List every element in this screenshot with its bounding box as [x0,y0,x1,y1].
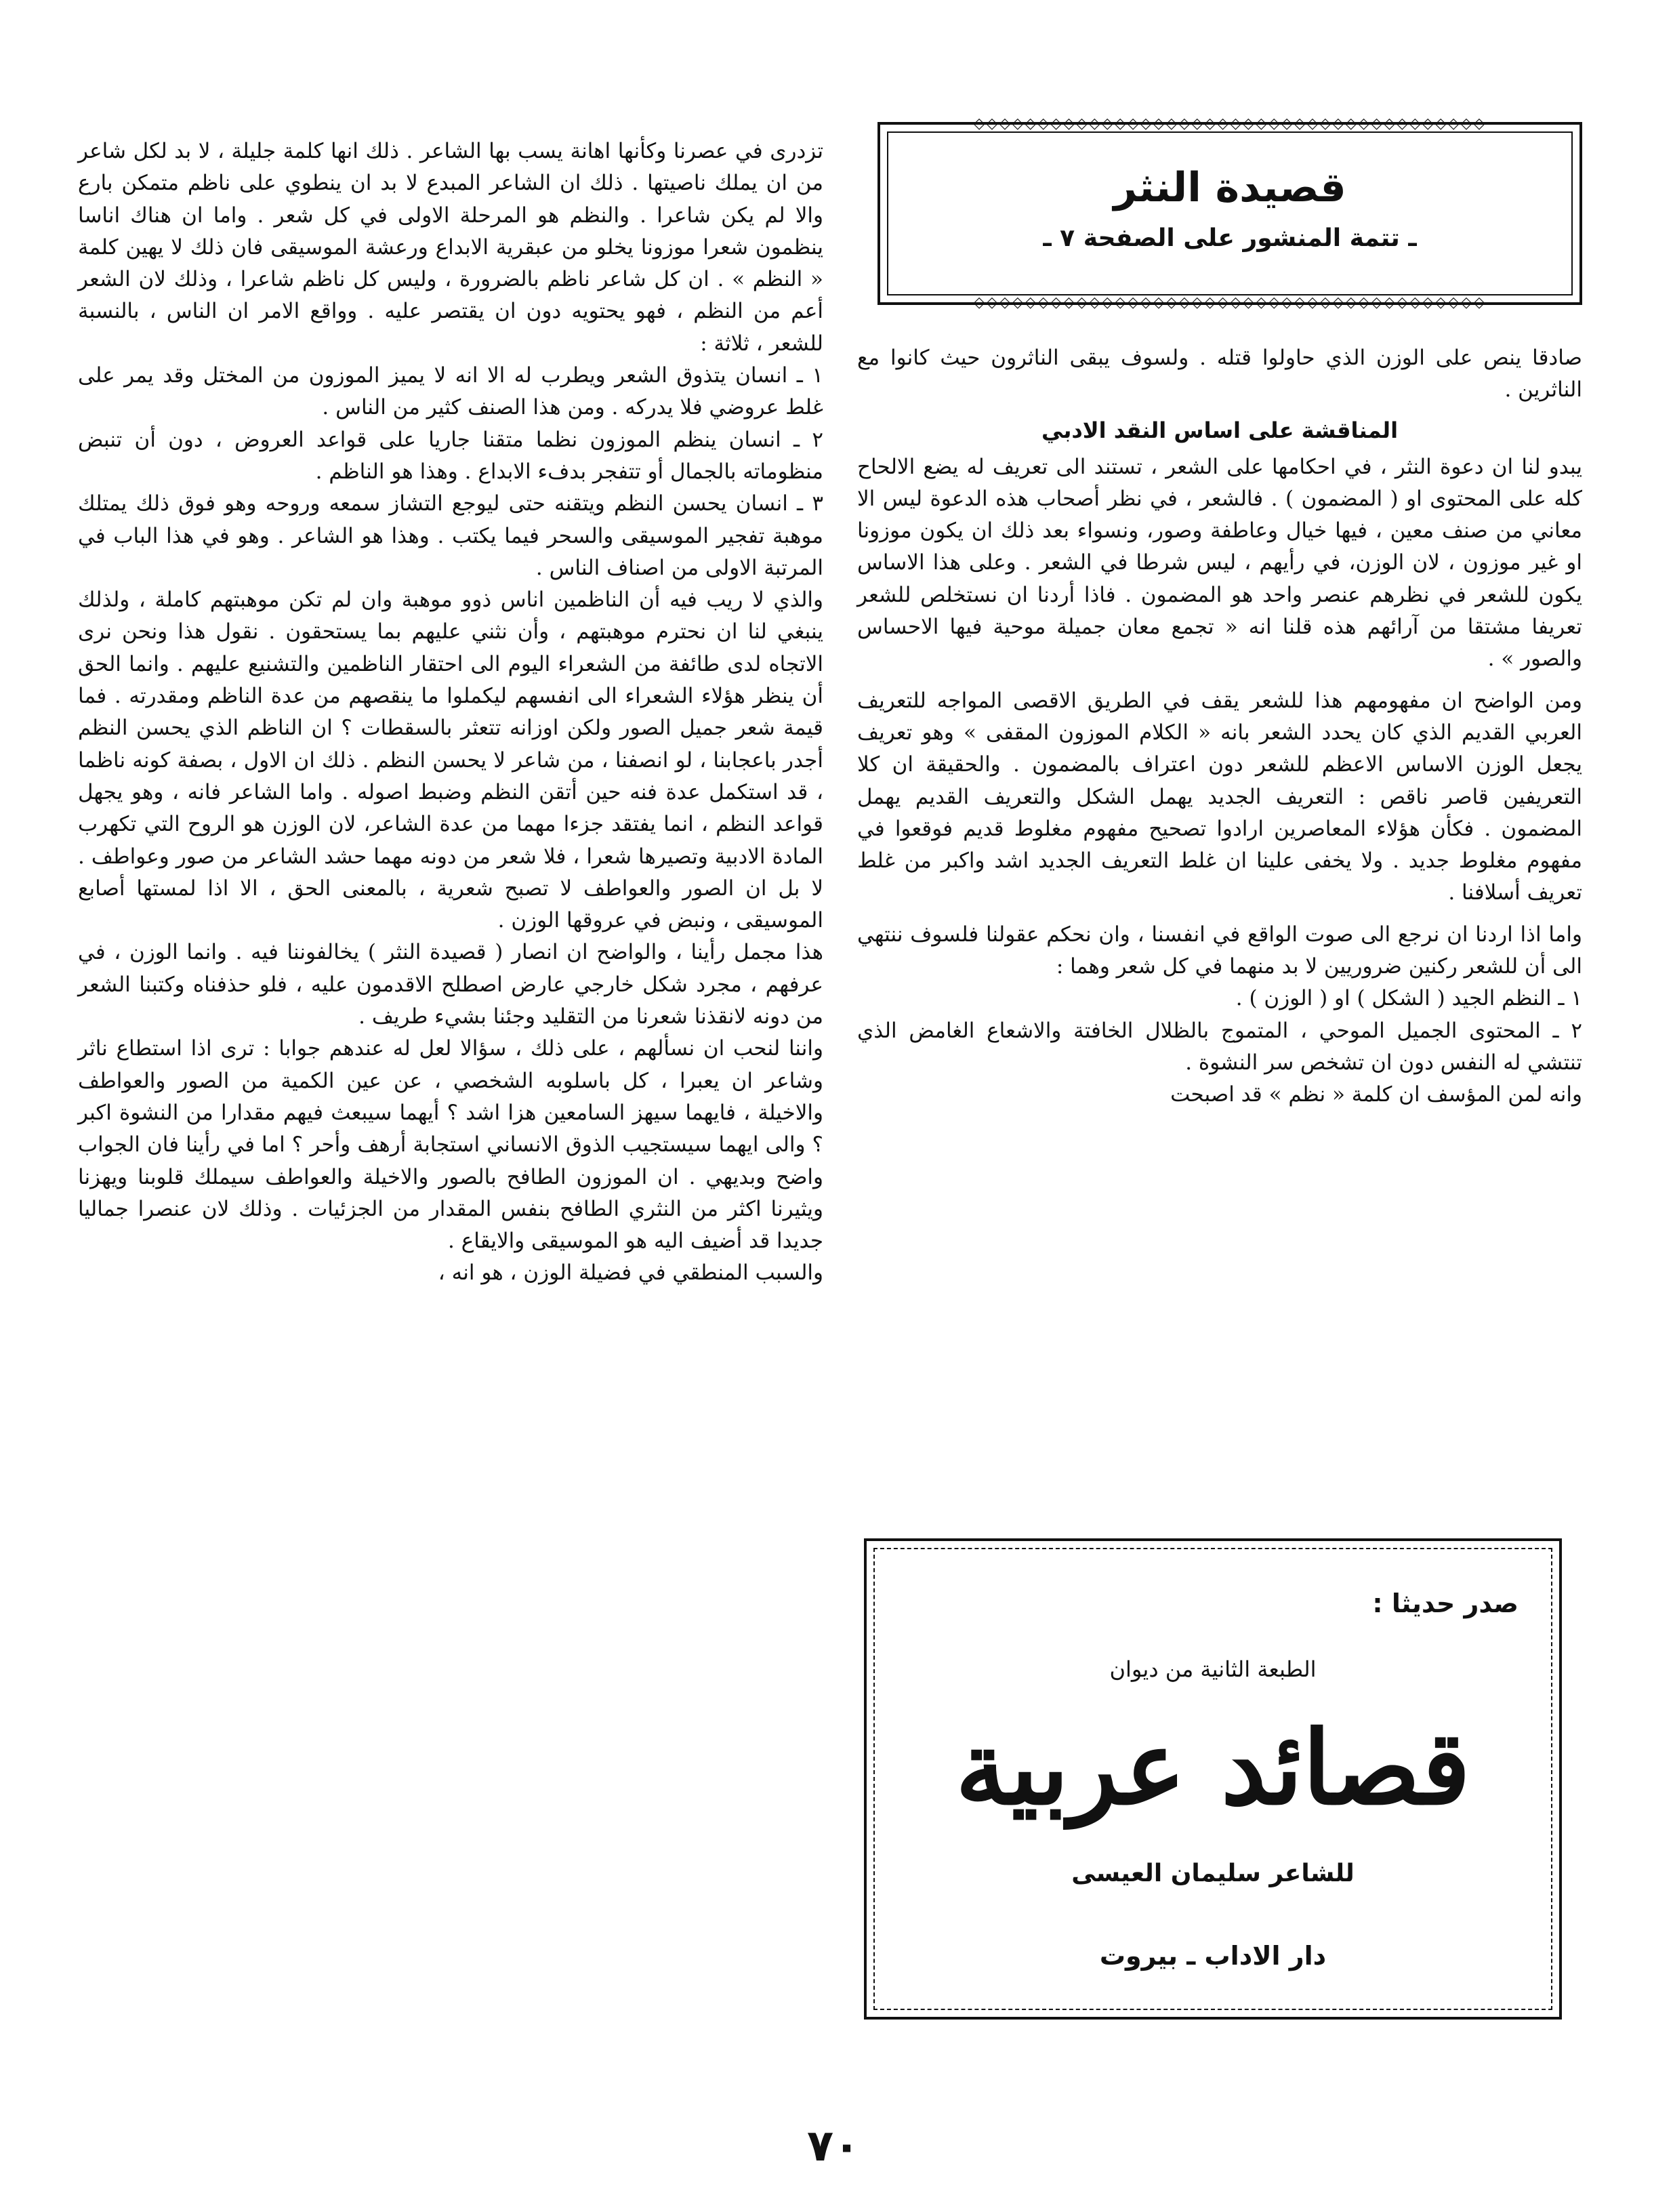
ad-published-label: صدر حديثا : [1372,1589,1519,1618]
right-column [857,117,1583,1111]
paragraph: وانه لمن المؤسف ان كلمة « نظم » قد اصبحت [1170,1082,1582,1107]
article-header-box [877,117,1582,310]
continuation-note: ـ تتمة المنشور على الصفحة ٧ ـ [1043,224,1417,252]
ornament-border-bottom: ◇◇◇◇◇◇◇◇◇◇◇◇◇◇◇◇◇◇◇◇◇◇◇◇◇◇◇◇◇◇◇◇◇◇◇◇◇◇◇◇ [973,295,1487,310]
paragraph: يبدو لنا ان دعوة النثر ، في احكامها على الشعر ، تستند الى تعريف له يضع الالحاح كله على المحتوى او ( المضمون ) . فالشعر ، في نظر أصحاب هذه الدعوة ليس الا معاني من صنف معين ، فيها خيال وعاطفة وصور، ونسواء بعد ذلك ان يكون موزونا او غير موزون ، لان الوزن، في رأيهم ، ليس شرطا في الشعر . وعلى هذا الاساس يكون للشعر في نظرهم عنصر واحد هو المضمون . فاذا أردنا ان نستخلص للشعر تعريفا مشتقا من آرائهم هذه قلنا انه « تجمع معان جميلة موحية فيها الاحساس والصور » . [857,454,1582,672]
ad-publisher: دار الاداب ـ بيروت [1099,1941,1327,1971]
page-number: ٧٠ [806,2121,861,2171]
paragraph: والذي لا ريب فيه أن الناظمين اناس ذوو موهبة وان لم تكن موهبتهم كاملة ، ولذلك ينبغي لنا ان نحترم موهبتهم ، وأن نثني عليهم بما يستحقون . نقول هذا ونحن نرى الاتجاه لدى طائفة من الشعراء اليوم الى احتقار الناظمين والتشنيع عليهم . وانما الحق أن ينظر هؤلاء الشعراء الى انفسهم ليكملوا ما ينقصهم من عدة الناظم ومقدرته . فما قيمة شعر جميل الصور ولكن اوزانه تتعثر بالسقطات ؟ ان الناظم الذي يحسن النظم أجدر باعجابنا ، لو انصفنا ، من شاعر لا يحسن النظم . ذلك ان الاول ، بصفة كونه ناظما ، قد استكمل عدة فنه حين أتقن النظم وضبط اصوله . واما الشاعر فانه ، وهو يجهل قواعد النظم ، انما يفتقد جزءا مهما من عدة الشاعر، لان الوزن هو الروح التي تكهرب المادة الادبية وتصيرها شعرا ، فلا شعر من دونه مهما حشد الشاعر من صور وعواطف . لا بل ان الصور والعواطف لا تصبح شعرية ، بالمعنى الحق ، الا اذا لمستها أصابع الموسيقى ، ونبض في عروقها الوزن . [78,588,823,933]
list-item: ١ ـ النظم الجيد ( الشكل ) او ( الوزن ) . [1235,986,1582,1011]
list-item: ١ ـ انسان يتذوق الشعر ويطرب له الا انه لا يميز الموزون من المختل وقد يمر على غلط عروضي فلا يدركه . ومن هذا الصنف كثير من الناس . [78,363,823,420]
paragraph: واننا لنحب ان نسألهم ، على ذلك ، سؤالا لعل له عندهم جوابا : ترى اذا استطاع ناثر وشاعر ان يعبرا ، كل باسلوبه الشخصي ، عن عين الكمية من الصور والعواطف والاخيلة ، فايهما سيهز السامعين هزا اشد ؟ أيهما سيبعث فيهم مقدارا من النشوة اكبر ؟ والى ايهما سيستجيب الذوق الانساني استجابة أرهف وأحر ؟ اما في رأينا فان الجواب واضح وبديهي . ان الموزون الطافح بالصور والاخيلة والعواطف سيملك قلوبنا ويهزنا ويثيرنا اكثر من النثري الطافح بنفس المقدار من الجزئيات . وذلك لان عنصرا جماليا جديدا قد أضيف اليه هو الموسيقى والايقاع . [78,1036,823,1254]
opening-paragraph: صادقا ينص على الوزن الذي حاولوا قتله . ولسوف يبقى الناثرون حيث كانوا مع الناثرين . [857,346,1583,403]
ornament-border-top: ◇◇◇◇◇◇◇◇◇◇◇◇◇◇◇◇◇◇◇◇◇◇◇◇◇◇◇◇◇◇◇◇◇◇◇◇◇◇◇◇ [973,117,1487,131]
ad-edition-line: الطبعة الثانية من ديوان [1109,1656,1317,1682]
section-heading: المناقشة على اساس النقد الادبي [1041,417,1399,443]
paragraph: واما اذا اردنا ان نرجع الى صوت الواقع في انفسنا ، وان نحكم عقولنا فلسوف ننتهي الى أن للشعر ركنين ضروريين لا بد منهما في كل شعر وهما : [857,922,1582,979]
paragraph: هذا مجمل رأينا ، والواضح ان انصار ( قصيدة النثر ) يخالفوننا فيه . وانما الوزن ، في عرفهم ، مجرد شكل خارجي عارض اصطلح الاقدمون عليه ، فلو حذفناه وكتبنا الشعر من دونه لانقذنا شعرنا من التقليد وجئنا بشيء طريف . [78,940,823,1029]
ad-book-title: قصائد عربية [955,1708,1470,1828]
paragraph: ومن الواضح ان مفهومهم هذا للشعر يقف في الطريق الاقصى المواجه للتعريف العربي القديم الذي كان يحدد الشعر بانه « الكلام الموزون المقفى » وهو تعريف يجعل الوزن الاساس الاعظم للشعر دون اعتراف بالمضمون . والحقيقة ان كلا التعريفين قاصر ناقص : التعريف الجديد يهمل الشكل والتعريف القديم يهمل المضمون . فكأن هؤلاء المعاصرين ارادوا تصحيح مفهوم مغلوط قديم فوقعوا في مفهوم مغلوط جديد . ولا يخفى علينا ان غلط التعريف الجديد اشد واكبر من غلط تعريف أسلافنا . [857,688,1582,905]
book-advertisement [864,1538,1562,2020]
list-item: ٣ ـ انسان يحسن النظم ويتقنه حتى ليوجع التشاز سمعه وروحه وهو فوق ذلك يمتلك موهبة تفجير الموسيقى والسحر فيما يكتب . وهذا هو الشاعر . وهو في هذا الباب في المرتبة الاولى من اصناف الناس . [78,491,823,580]
list-item: ٢ ـ المحتوى الجميل الموحي ، المتموج بالظلال الخافتة والاشعاع الغامض الذي تنتشي له النفس دون ان تشخص سر النشوة . [857,1018,1582,1075]
right-column-body [857,342,1582,1111]
ad-poet-name: للشاعر سليمان العيسى [1071,1860,1355,1887]
article-title: قصيدة النثر [1113,164,1346,211]
paragraph: والسبب المنطقي في فضيلة الوزن ، هو انه ، [438,1261,823,1286]
list-item: ٢ ـ انسان ينظم الموزون نظما متقنا جاريا على قواعد العروض ، دون أن تنبض منظوماته بالجمال أو تتفجر بدفء الابداع . وهذا هو الناظم . [78,427,823,484]
left-column [78,136,823,1290]
paragraph: تزدرى في عصرنا وكأنها اهانة يسب بها الشاعر . ذلك انها كلمة جليلة ، لا بد لكل شاعر من ان يملك ناصيتها . ذلك ان الشاعر المبدع لا بد ان ينطوي على ناظم متمكن بارع والا لم يكن شاعرا . والنظم هو المرحلة الاولى في كل شعر . واما ان هناك اناسا ينظمون شعرا موزونا يخلو من عبقرية الابداع ورعشة الموسيقى فان ذلك لا يهين كلمة « النظم » . ان كل شاعر ناظم بالضرورة ، وليس كل ناظم شاعرا ، وذلك لان الشعر أعم من النظم ، فهو يحتويه دون ان يقتصر عليه . وواقع الامر ان الناس ، بالنسبة للشعر ، ثلاثة : [78,139,823,356]
